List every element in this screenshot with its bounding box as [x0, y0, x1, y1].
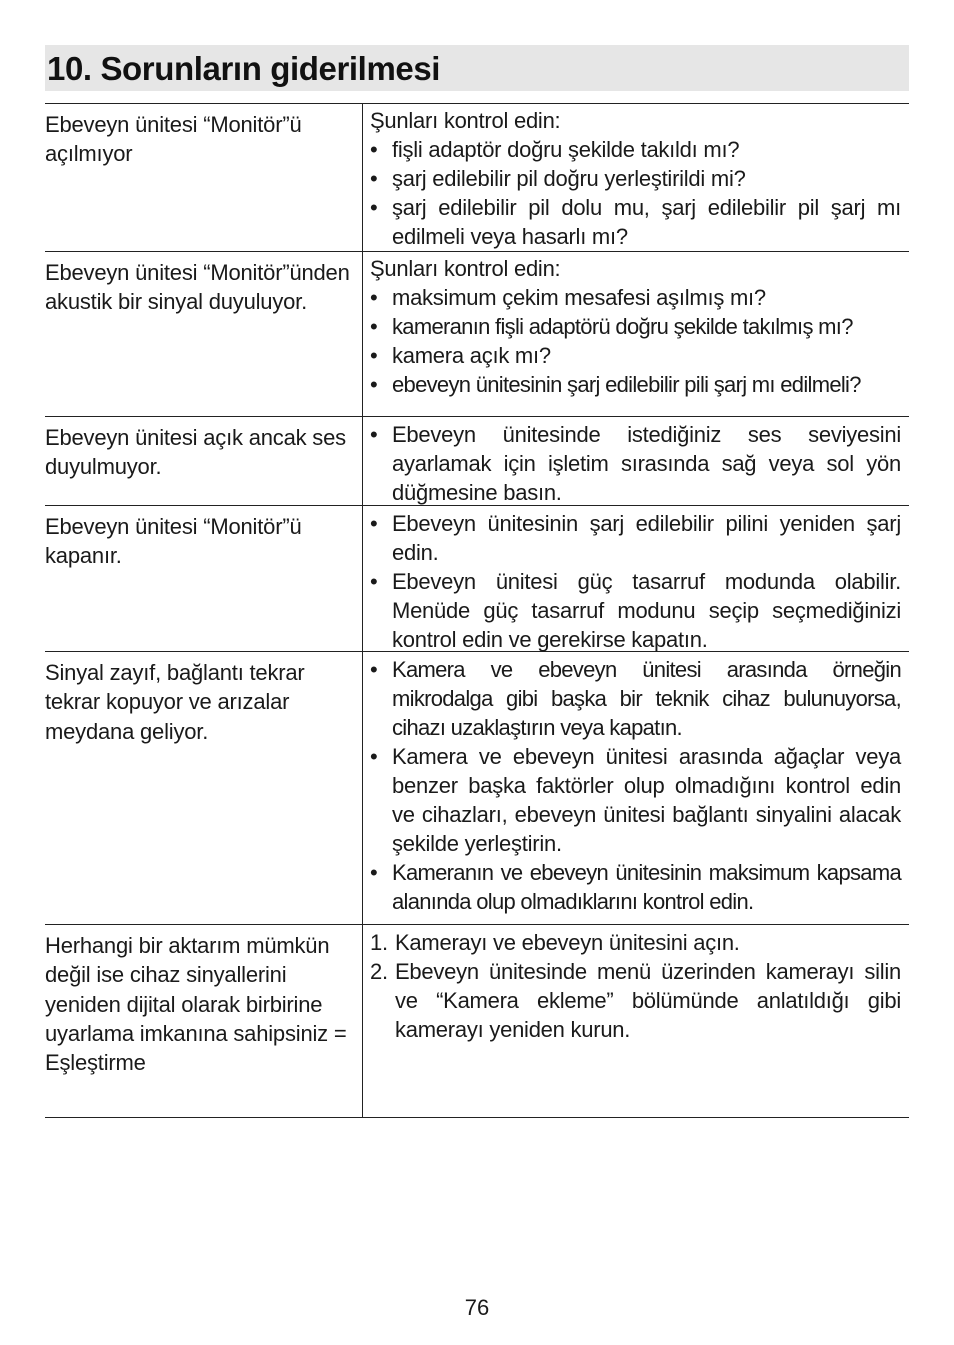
solution-list [370, 655, 901, 916]
problem-cell [45, 252, 363, 416]
problem-cell [45, 417, 363, 505]
solution-cell [363, 506, 909, 651]
table-row [45, 104, 909, 252]
list-item: • Ebeveyn ünitesinin şarj edilebilir pilini yeniden şarj edin. [370, 509, 901, 567]
list-item: • şarj edilebilir pil dolu mu, şarj edilebilir pil şarj mı edilmeli veya hasarlı mı? [370, 193, 901, 251]
solution-cell [363, 652, 909, 924]
problem-text: Ebeveyn ünitesi “Monitör”ünden akustik bir sinyal duyuluyor. [45, 260, 350, 315]
problem-cell [45, 104, 363, 251]
solution-cell [363, 104, 909, 251]
step-text: Kamerayı ve ebeveyn ünitesini açın. [395, 930, 740, 955]
list-item: • şarj edilebilir pil doğru yerleştirildi mi? [370, 164, 901, 193]
solution-cell [363, 252, 909, 416]
list-item: • Kamera ve ebeveyn ünitesi arasında örneğin mikrodalga gibi başka bir teknik cihaz bulunuyorsa, cihazı uzaklaştırın veya kapatın. [370, 655, 901, 742]
list-item: • kamera açık mı? [370, 341, 901, 370]
solution-cell [363, 417, 909, 505]
solution-intro: Şunları kontrol edin: [370, 256, 561, 281]
problem-text: Sinyal zayıf, bağlantı tekrar tekrar kopuyor ve arızalar meydana geliyor. [45, 660, 305, 744]
step-number: 1. [370, 930, 388, 955]
problem-text: Ebeveyn ünitesi “Monitör”ü kapanır. [45, 514, 302, 569]
problem-cell [45, 506, 363, 651]
solution-cell [363, 925, 909, 1117]
list-item: • Ebeveyn ünitesi güç tasarruf modunda olabilir. Menüde güç tasarruf modunu seçip seçmediğinizi kontrol edin ve gerekirse kapatın. [370, 567, 901, 654]
troubleshooting-table [45, 103, 909, 1118]
step-item [370, 928, 901, 957]
list-item: • fişli adaptör doğru şekilde takıldı mı? [370, 135, 901, 164]
problem-cell [45, 925, 363, 1117]
solution-list [370, 420, 901, 507]
list-item: • maksimum çekim mesafesi aşılmış mı? [370, 283, 901, 312]
problem-text: Ebeveyn ünitesi açık ancak ses duyulmuyor. [45, 425, 346, 480]
problem-text: Ebeveyn ünitesi “Monitör”ü açılmıyor [45, 112, 302, 167]
steps-list [370, 928, 901, 1044]
step-item [370, 957, 901, 1044]
list-item: • kameranın fişli adaptörü doğru şekilde takılmış mı? [370, 312, 901, 341]
table-row [45, 506, 909, 652]
table-row [45, 252, 909, 417]
solution-list [370, 283, 901, 399]
page-title: 10. Sorunların giderilmesi [47, 50, 441, 87]
page-number: 76 [464, 1295, 490, 1320]
list-item: • Ebeveyn ünitesinde istediğiniz ses seviyesini ayarlamak için işletim sırasında sağ veya sol yön düğmesine basın. [370, 420, 901, 507]
problem-text: Herhangi bir aktarım mümkün değil ise cihaz sinyallerini yeniden dijital olarak birbirine uyarlama imkanına sahipsiniz = Eşleştirme [45, 933, 347, 1076]
problem-cell [45, 652, 363, 924]
section-title-bar [45, 45, 909, 91]
list-item: • Kamera ve ebeveyn ünitesi arasında ağaçlar veya benzer başka faktörler olup olmadığını kontrol edin ve cihazları, ebeveyn ünitesi bağlantı sinyalini alacak şekilde yerleştirin. [370, 742, 901, 858]
table-row [45, 652, 909, 925]
list-item: • Kameranın ve ebeveyn ünitesinin maksimum kapsama alanında olup olmadıklarını kontrol edin. [370, 858, 901, 916]
solution-list [370, 509, 901, 654]
step-number: 2. [370, 959, 388, 984]
solution-intro: Şunları kontrol edin: [370, 108, 561, 133]
solution-list [370, 135, 901, 251]
step-text: Ebeveyn ünitesinde menü üzerinden kamerayı silin ve “Kamera ekleme” bölümünde anlatıldığı gibi kamerayı yeniden kurun. [395, 959, 901, 1042]
list-item: • ebeveyn ünitesinin şarj edilebilir pili şarj mı edilmeli? [370, 370, 901, 399]
table-row [45, 925, 909, 1118]
table-row [45, 417, 909, 506]
